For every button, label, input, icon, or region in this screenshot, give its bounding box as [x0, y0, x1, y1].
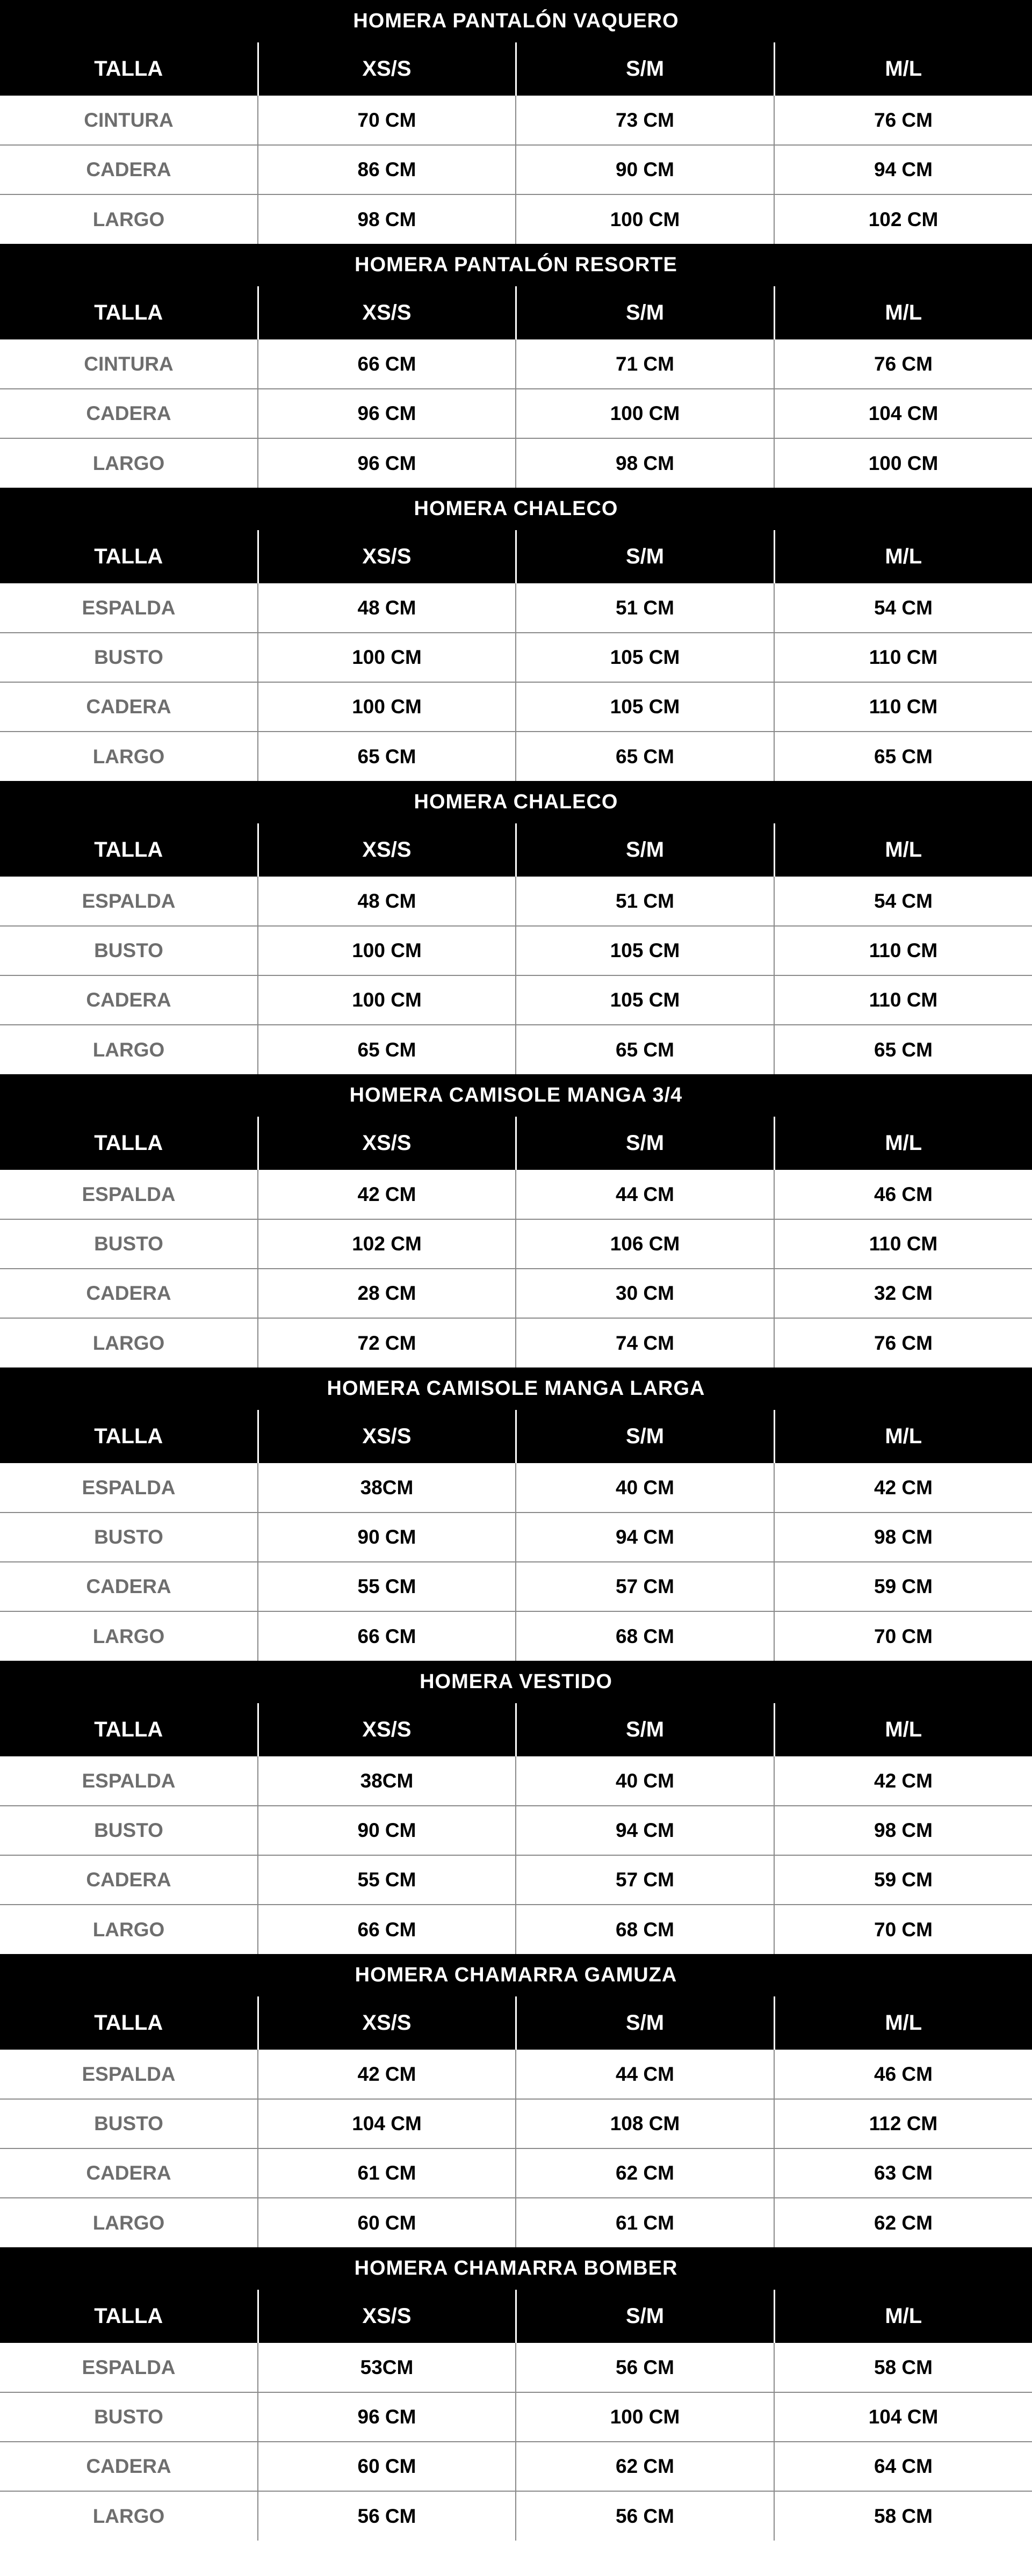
measurement-value: 51 CM — [516, 877, 774, 926]
column-header-talla: TALLA — [0, 1996, 258, 2050]
measurement-value: 40 CM — [516, 1756, 774, 1806]
measurement-value: 94 CM — [516, 1806, 774, 1855]
table-row — [0, 2343, 1032, 2392]
measurement-label: ESPALDA — [82, 2063, 176, 2085]
measurement-label: CINTURA — [84, 352, 174, 375]
column-header-s-m: S/M — [516, 530, 774, 583]
measurement-value: 38CM — [258, 1756, 516, 1806]
measurement-value: 53CM — [258, 2343, 516, 2392]
measurement-value: 94 CM — [516, 1513, 774, 1562]
measurement-label: CADERA — [0, 975, 258, 1025]
column-header-m-l: M/L — [774, 530, 1032, 583]
section-title: HOMERA CHALECO — [0, 488, 1032, 530]
table-row — [0, 2099, 1032, 2148]
measurement-value: 70 CM — [774, 1905, 1032, 1954]
measurement-value: 54 CM — [774, 583, 1032, 633]
measurement-value: 66 CM — [258, 1611, 516, 1661]
measurement-value: 63 CM — [774, 2148, 1032, 2198]
measurement-label: BUSTO — [0, 2392, 258, 2442]
measurement-value: 105 CM — [516, 682, 774, 732]
column-header-m-l: M/L — [774, 823, 1032, 877]
table-row — [0, 1318, 1032, 1367]
measurement-value: 42 CM — [258, 2050, 516, 2099]
column-header-m-l: M/L — [774, 1996, 1032, 2050]
table-row — [0, 96, 1032, 145]
measurement-value: 42 CM — [258, 1170, 516, 1219]
column-header-xs-s: XS/S — [258, 1410, 516, 1463]
measurement-value: 90 CM — [516, 145, 774, 194]
table-row — [0, 583, 1032, 633]
measurement-value: 61 CM — [258, 2148, 516, 2198]
measurement-value: 56 CM — [258, 2491, 516, 2541]
measurement-label: ESPALDA — [82, 889, 176, 912]
table-row — [0, 732, 1032, 781]
measurement-value: 110 CM — [774, 682, 1032, 732]
measurement-value: 65 CM — [774, 1025, 1032, 1074]
header-row — [0, 823, 1032, 877]
measurement-value: 102 CM — [774, 194, 1032, 244]
measurement-value: 65 CM — [258, 1025, 516, 1074]
measurement-label: BUSTO — [0, 1806, 258, 1855]
measurement-value: 44 CM — [516, 2050, 774, 2099]
measurement-value: 76 CM — [774, 1318, 1032, 1367]
table-row — [0, 926, 1032, 975]
measurement-label: BUSTO — [0, 1219, 258, 1269]
measurement-label: CADERA — [0, 2442, 258, 2491]
section-title: HOMERA CAMISOLE MANGA LARGA — [0, 1367, 1032, 1410]
measurement-label: LARGO — [0, 2491, 258, 2541]
measurement-label: CADERA — [0, 682, 258, 732]
table-row — [0, 389, 1032, 438]
table-row — [0, 1905, 1032, 1954]
size-chart-section — [0, 781, 1032, 1074]
size-chart-section — [0, 2247, 1032, 2541]
measurement-label: LARGO — [0, 1905, 258, 1954]
measurement-value: 100 CM — [516, 2392, 774, 2442]
table-row — [0, 2442, 1032, 2491]
measurement-label: CINTURA — [84, 108, 174, 131]
measurement-label: ESPALDA — [82, 1183, 176, 1205]
measurement-label: CADERA — [0, 1562, 258, 1611]
table-row — [0, 1611, 1032, 1661]
measurement-value: 105 CM — [516, 633, 774, 682]
table-row — [0, 2198, 1032, 2247]
column-header-xs-s: XS/S — [258, 42, 516, 96]
section-title: HOMERA CHAMARRA GAMUZA — [0, 1954, 1032, 1996]
measurement-value: 56 CM — [516, 2491, 774, 2541]
column-header-talla: TALLA — [0, 42, 258, 96]
size-table — [0, 1117, 1032, 1367]
measurement-label: LARGO — [0, 1025, 258, 1074]
measurement-value: 70 CM — [774, 1611, 1032, 1661]
measurement-value: 86 CM — [258, 145, 516, 194]
measurement-value: 100 CM — [516, 194, 774, 244]
size-table — [0, 1703, 1032, 1954]
measurement-value: 100 CM — [258, 682, 516, 732]
measurement-value: 59 CM — [774, 1855, 1032, 1905]
table-row — [0, 975, 1032, 1025]
measurement-value: 46 CM — [774, 1170, 1032, 1219]
measurement-value: 71 CM — [516, 339, 774, 389]
measurement-label: BUSTO — [0, 1513, 258, 1562]
measurement-label: LARGO — [0, 732, 258, 781]
measurement-value: 58 CM — [774, 2343, 1032, 2392]
measurement-value: 90 CM — [258, 1513, 516, 1562]
table-row — [0, 1219, 1032, 1269]
size-table — [0, 530, 1032, 781]
measurement-value: 55 CM — [258, 1562, 516, 1611]
size-table — [0, 823, 1032, 1074]
measurement-value: 65 CM — [516, 1025, 774, 1074]
measurement-label: ESPALDA — [82, 596, 176, 619]
table-row — [0, 1269, 1032, 1318]
measurement-value: 104 CM — [774, 389, 1032, 438]
measurement-label: BUSTO — [0, 2099, 258, 2148]
size-table — [0, 42, 1032, 244]
measurement-value: 40 CM — [516, 1463, 774, 1513]
header-row — [0, 286, 1032, 339]
table-row — [0, 2392, 1032, 2442]
measurement-value: 106 CM — [516, 1219, 774, 1269]
measurement-label: CADERA — [0, 1269, 258, 1318]
column-header-xs-s: XS/S — [258, 1703, 516, 1756]
measurement-value: 98 CM — [774, 1806, 1032, 1855]
table-row — [0, 2050, 1032, 2099]
size-chart-section — [0, 244, 1032, 488]
measurement-value: 108 CM — [516, 2099, 774, 2148]
measurement-value: 65 CM — [258, 732, 516, 781]
measurement-value: 61 CM — [516, 2198, 774, 2247]
size-chart-section — [0, 1074, 1032, 1367]
measurement-label: ESPALDA — [82, 1769, 176, 1792]
measurement-label: ESPALDA — [82, 1476, 176, 1499]
table-row — [0, 1170, 1032, 1219]
table-row — [0, 1463, 1032, 1513]
column-header-talla: TALLA — [0, 1703, 258, 1756]
section-title: HOMERA VESTIDO — [0, 1661, 1032, 1703]
measurement-value: 73 CM — [516, 96, 774, 145]
measurement-value: 32 CM — [774, 1269, 1032, 1318]
column-header-s-m: S/M — [516, 1996, 774, 2050]
column-header-talla: TALLA — [0, 2290, 258, 2343]
table-row — [0, 2148, 1032, 2198]
measurement-value: 44 CM — [516, 1170, 774, 1219]
column-header-s-m: S/M — [516, 823, 774, 877]
table-row — [0, 194, 1032, 244]
measurement-value: 51 CM — [516, 583, 774, 633]
measurement-value: 104 CM — [774, 2392, 1032, 2442]
measurement-value: 62 CM — [516, 2148, 774, 2198]
section-title: HOMERA PANTALÓN VAQUERO — [0, 0, 1032, 42]
measurement-value: 38CM — [258, 1463, 516, 1513]
measurement-value: 96 CM — [258, 438, 516, 488]
measurement-value: 105 CM — [516, 926, 774, 975]
size-chart-section — [0, 1367, 1032, 1661]
column-header-s-m: S/M — [516, 42, 774, 96]
measurement-value: 76 CM — [774, 96, 1032, 145]
column-header-s-m: S/M — [516, 1410, 774, 1463]
measurement-value: 42 CM — [774, 1463, 1032, 1513]
measurement-value: 102 CM — [258, 1219, 516, 1269]
header-row — [0, 1703, 1032, 1756]
column-header-xs-s: XS/S — [258, 530, 516, 583]
column-header-talla: TALLA — [0, 823, 258, 877]
table-row — [0, 2491, 1032, 2541]
table-row — [0, 145, 1032, 194]
measurement-value: 105 CM — [516, 975, 774, 1025]
measurement-value: 72 CM — [258, 1318, 516, 1367]
measurement-label: LARGO — [0, 194, 258, 244]
measurement-label: LARGO — [0, 438, 258, 488]
measurement-value: 28 CM — [258, 1269, 516, 1318]
header-row — [0, 530, 1032, 583]
column-header-talla: TALLA — [0, 1117, 258, 1170]
measurement-value: 57 CM — [516, 1855, 774, 1905]
measurement-value: 54 CM — [774, 877, 1032, 926]
size-table — [0, 1410, 1032, 1661]
table-row — [0, 877, 1032, 926]
measurement-value: 100 CM — [774, 438, 1032, 488]
column-header-xs-s: XS/S — [258, 286, 516, 339]
measurement-value: 100 CM — [258, 975, 516, 1025]
measurement-value: 104 CM — [258, 2099, 516, 2148]
measurement-value: 48 CM — [258, 877, 516, 926]
measurement-value: 56 CM — [516, 2343, 774, 2392]
table-row — [0, 1513, 1032, 1562]
measurement-value: 55 CM — [258, 1855, 516, 1905]
column-header-m-l: M/L — [774, 1410, 1032, 1463]
column-header-s-m: S/M — [516, 1703, 774, 1756]
header-row — [0, 42, 1032, 96]
section-title: HOMERA CHALECO — [0, 781, 1032, 823]
measurement-label: CADERA — [0, 1855, 258, 1905]
header-row — [0, 2290, 1032, 2343]
measurement-label: CADERA — [0, 2148, 258, 2198]
column-header-m-l: M/L — [774, 1117, 1032, 1170]
size-chart-section — [0, 0, 1032, 244]
table-row — [0, 1025, 1032, 1074]
measurement-label: CADERA — [0, 389, 258, 438]
measurement-value: 42 CM — [774, 1756, 1032, 1806]
section-title: HOMERA CAMISOLE MANGA 3/4 — [0, 1074, 1032, 1117]
measurement-label: CADERA — [0, 145, 258, 194]
measurement-value: 59 CM — [774, 1562, 1032, 1611]
section-title: HOMERA CHAMARRA BOMBER — [0, 2247, 1032, 2290]
measurement-value: 64 CM — [774, 2442, 1032, 2491]
measurement-value: 110 CM — [774, 926, 1032, 975]
measurement-value: 100 CM — [258, 926, 516, 975]
measurement-value: 46 CM — [774, 2050, 1032, 2099]
header-row — [0, 1117, 1032, 1170]
measurement-value: 57 CM — [516, 1562, 774, 1611]
table-row — [0, 339, 1032, 389]
table-row — [0, 1562, 1032, 1611]
measurement-label: LARGO — [0, 1611, 258, 1661]
header-row — [0, 1410, 1032, 1463]
measurement-value: 60 CM — [258, 2442, 516, 2491]
table-row — [0, 438, 1032, 488]
measurement-label: BUSTO — [0, 633, 258, 682]
size-chart-section — [0, 488, 1032, 781]
measurement-value: 60 CM — [258, 2198, 516, 2247]
measurement-value: 68 CM — [516, 1905, 774, 1954]
measurement-label: BUSTO — [0, 926, 258, 975]
measurement-value: 66 CM — [258, 1905, 516, 1954]
column-header-talla: TALLA — [0, 1410, 258, 1463]
measurement-label: LARGO — [0, 1318, 258, 1367]
column-header-xs-s: XS/S — [258, 2290, 516, 2343]
column-header-talla: TALLA — [0, 286, 258, 339]
measurement-label: LARGO — [0, 2198, 258, 2247]
measurement-value: 90 CM — [258, 1806, 516, 1855]
column-header-m-l: M/L — [774, 42, 1032, 96]
measurement-value: 65 CM — [516, 732, 774, 781]
measurement-value: 96 CM — [258, 389, 516, 438]
table-row — [0, 1806, 1032, 1855]
column-header-xs-s: XS/S — [258, 1117, 516, 1170]
measurement-value: 62 CM — [516, 2442, 774, 2491]
column-header-s-m: S/M — [516, 2290, 774, 2343]
column-header-m-l: M/L — [774, 2290, 1032, 2343]
header-row — [0, 1996, 1032, 2050]
measurement-value: 30 CM — [516, 1269, 774, 1318]
column-header-s-m: S/M — [516, 1117, 774, 1170]
table-row — [0, 1756, 1032, 1806]
size-chart-section — [0, 1954, 1032, 2247]
measurement-value: 98 CM — [516, 438, 774, 488]
measurement-value: 68 CM — [516, 1611, 774, 1661]
measurement-value: 96 CM — [258, 2392, 516, 2442]
measurement-value: 110 CM — [774, 1219, 1032, 1269]
column-header-s-m: S/M — [516, 286, 774, 339]
table-row — [0, 682, 1032, 732]
measurement-label: ESPALDA — [82, 2356, 176, 2378]
measurement-value: 100 CM — [516, 389, 774, 438]
table-row — [0, 1855, 1032, 1905]
table-row — [0, 633, 1032, 682]
measurement-value: 110 CM — [774, 975, 1032, 1025]
column-header-m-l: M/L — [774, 1703, 1032, 1756]
measurement-value: 98 CM — [774, 1513, 1032, 1562]
measurement-value: 76 CM — [774, 339, 1032, 389]
measurement-value: 66 CM — [258, 339, 516, 389]
column-header-xs-s: XS/S — [258, 1996, 516, 2050]
measurement-value: 70 CM — [258, 96, 516, 145]
size-table — [0, 286, 1032, 488]
measurement-value: 112 CM — [774, 2099, 1032, 2148]
measurement-value: 62 CM — [774, 2198, 1032, 2247]
size-table — [0, 1996, 1032, 2247]
measurement-value: 100 CM — [258, 633, 516, 682]
measurement-value: 110 CM — [774, 633, 1032, 682]
measurement-value: 48 CM — [258, 583, 516, 633]
column-header-xs-s: XS/S — [258, 823, 516, 877]
size-table — [0, 2290, 1032, 2541]
measurement-value: 58 CM — [774, 2491, 1032, 2541]
measurement-value: 74 CM — [516, 1318, 774, 1367]
size-chart-section — [0, 1661, 1032, 1954]
column-header-talla: TALLA — [0, 530, 258, 583]
section-title: HOMERA PANTALÓN RESORTE — [0, 244, 1032, 286]
measurement-value: 65 CM — [774, 732, 1032, 781]
measurement-value: 94 CM — [774, 145, 1032, 194]
column-header-m-l: M/L — [774, 286, 1032, 339]
measurement-value: 98 CM — [258, 194, 516, 244]
